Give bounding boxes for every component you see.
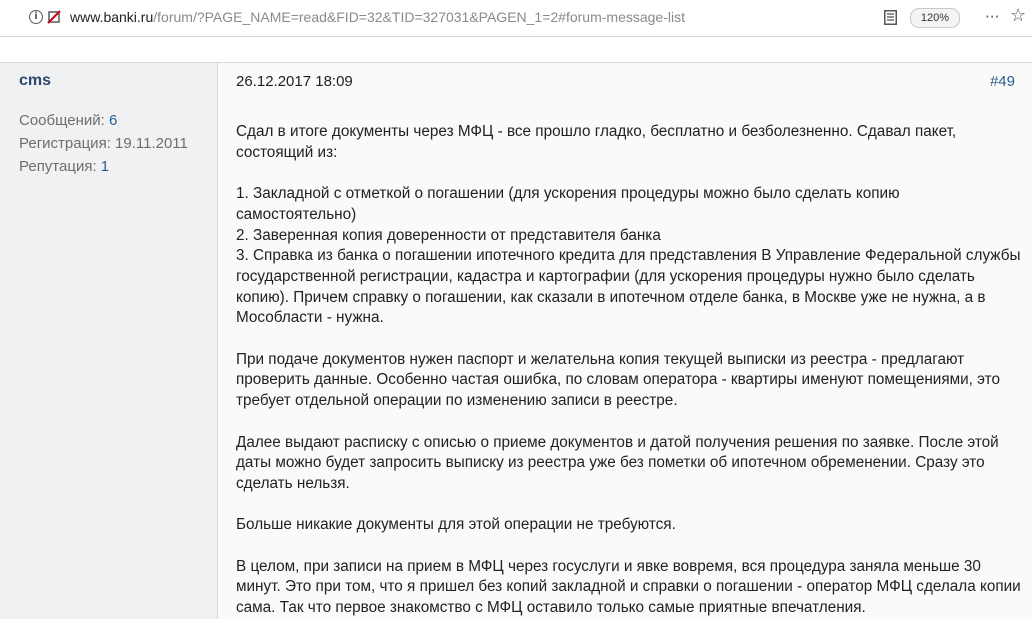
no-permission-icon[interactable]	[46, 9, 62, 25]
author-reputation-row	[19, 155, 188, 178]
browser-address-bar[interactable]	[0, 0, 1032, 37]
url-host: www.banki.ru	[70, 9, 154, 25]
post-number-link[interactable]: #49	[989, 73, 1015, 90]
post-paragraph: Сдал в итоге документы через МФЦ - все прошло гладко, бесплатно и безболезненно. Сдавал пакет, состоящий из:	[236, 123, 957, 161]
reader-view-icon[interactable]	[884, 10, 897, 25]
reputation-value-link[interactable]: 1	[100, 158, 110, 175]
zoom-level-button[interactable]: 120%	[910, 8, 960, 28]
url-field[interactable]	[70, 9, 685, 25]
author-registration-row	[19, 132, 188, 155]
registration-date: 19.11.2011	[115, 135, 188, 152]
author-name-link[interactable]: cms	[19, 72, 52, 89]
post-list	[236, 184, 1021, 329]
page-actions-menu-icon[interactable]: ···	[985, 8, 1000, 26]
post-body	[236, 122, 1021, 639]
post-paragraph: При подаче документов нужен паспорт и желательна копия текущей выписки из реестра - предлагают проверить данные. Особенно частая ошибка, по словам оператора - квартиры именуют помещениями, это требует отдельной операции по изменению записи в реестре.	[236, 350, 1000, 410]
post-date: 26.12.2017 18:09	[236, 73, 353, 90]
registration-label: Регистрация:	[19, 135, 111, 152]
post-content	[218, 63, 1032, 619]
post-list-item: 3. Справка из банка о погашении ипотечного кредита для представления В Управление Федеральной службы государственной регистрации, кадастра и картографии (для ускорения процедуры нужно было сделать копию). Причем справку о погашении, как сказали в ипотечном отделе банка, в Москве уже не нужна, а в Мособласти - нужна.	[236, 247, 1021, 327]
forum-post	[0, 62, 1032, 619]
post-paragraph: Далее выдают расписку с описью о приеме документов и датой получения решения по заявке. После этой даты можно будет запросить выписку из реестра уже без пометки об ипотечном обременении. Сразу это сделать нельзя.	[236, 433, 999, 492]
post-list-item: 2. Заверенная копия доверенности от представителя банка	[236, 226, 661, 244]
messages-count-link[interactable]: 6	[109, 112, 118, 129]
author-messages-row	[19, 109, 188, 132]
bookmark-star-icon[interactable]: ☆	[1010, 5, 1027, 26]
messages-label: Сообщений:	[19, 112, 105, 129]
info-icon[interactable]: i	[29, 10, 43, 24]
post-author-panel	[0, 63, 218, 619]
post-list-item: 1. Закладной с отметкой о погашении (для ускорения процедуры можно было сделать копию самостоятельно)	[236, 185, 900, 223]
post-paragraph: В целом, при записи на прием в МФЦ через госуслуги и явке вовремя, вся процедура заняла меньше 30 минут. Это при том, что я пришел без копий закладной и справки о погашении - оператор МФЦ сделала копии сама. Так что первое знакомство с МФЦ оставило только самые приятные впечатления.	[236, 557, 1021, 617]
reputation-label: Репутация:	[19, 158, 97, 175]
author-stats	[19, 109, 188, 178]
url-path: /forum/?PAGE_NAME=read&FID=32&TID=327031&PAGEN_1=2#forum-message-list	[153, 9, 685, 25]
post-paragraph: Больше никакие документы для этой операции не требуются.	[236, 516, 676, 534]
